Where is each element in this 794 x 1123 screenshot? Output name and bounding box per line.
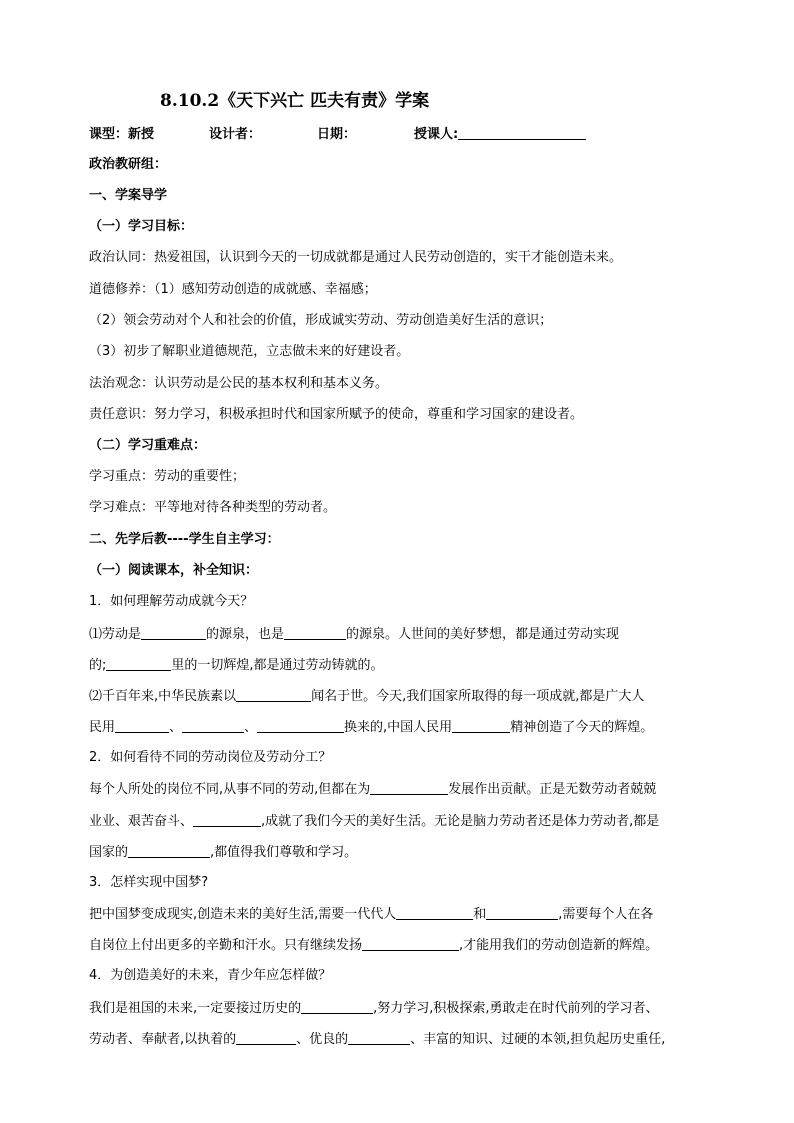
key-points-heading: （二）学习重难点： bbox=[89, 438, 207, 453]
reading-heading: （一）阅读课本，补全知识： bbox=[89, 563, 259, 578]
goals-heading: （一）学习目标： bbox=[89, 219, 194, 234]
fill-blank[interactable] bbox=[257, 718, 344, 733]
q4-line-2: 劳动者、奉献者,以执着的 、优良的 、丰富的知识、过硬的本领,担负起历史重任, bbox=[89, 1032, 666, 1047]
q3-line-1: 把中国梦变成现实,创造未来的美好生活,需要一代代人 和 ,需要每个人在各 bbox=[89, 907, 654, 922]
goal-legal: 法治观念：认识劳动是公民的基本权利和基本义务。 bbox=[89, 376, 389, 391]
section2-heading: 二、先学后教----学生自主学习： bbox=[89, 532, 280, 547]
question-1: 1．如何理解劳动成就今天？ bbox=[89, 594, 254, 609]
date: 日期： bbox=[317, 127, 357, 142]
goal-moral: 道德修养：（1）感知劳动创造的成就感、幸福感； bbox=[89, 282, 377, 297]
fill-blank[interactable] bbox=[396, 905, 473, 920]
fill-blank[interactable] bbox=[193, 812, 261, 827]
key-point: 学习重点：劳动的重要性； bbox=[89, 469, 246, 484]
q4-line-1: 我们是祖国的未来,一定要接过历史的 ,努力学习,积极探索,勇敢走在时代前列的学习者、 bbox=[89, 1001, 659, 1016]
goal-responsibility: 责任意识：努力学习，积极承担时代和国家所赋予的使命，尊重和学习国家的建设者。 bbox=[89, 407, 584, 422]
q1-line-4: 民用 、 、 换来的,中国人民用 精神创造了今天的辉煌。 bbox=[89, 720, 654, 735]
designer: 设计者： bbox=[209, 127, 262, 142]
goal-political: 政治认同：热爱祖国，认识到今天的一切成就都是通过人民劳动创造的，实干才能创造未来。 bbox=[89, 250, 623, 265]
fill-blank[interactable] bbox=[348, 1030, 410, 1045]
q1-line-2: 的; 里的一切辉煌,都是通过劳动铸就的。 bbox=[89, 658, 384, 673]
section1-heading: 一、学案导学 bbox=[89, 188, 168, 203]
fill-blank[interactable] bbox=[115, 718, 169, 733]
meta-row bbox=[89, 125, 586, 144]
fill-blank[interactable] bbox=[301, 999, 373, 1014]
fill-blank[interactable] bbox=[236, 1030, 296, 1045]
question-2: 2．如何看待不同的劳动岗位及劳动分工？ bbox=[89, 750, 332, 765]
group-label: 政治教研组： bbox=[89, 157, 168, 172]
fill-blank[interactable] bbox=[452, 718, 510, 733]
teacher: 授课人: bbox=[414, 127, 459, 142]
teacher-blank[interactable] bbox=[458, 125, 586, 140]
fill-blank[interactable] bbox=[284, 625, 346, 640]
q2-line-1: 每个人所处的岗位不同,从事不同的劳动,但都在为 发展作出贡献。正是无数劳动者兢兢 bbox=[89, 782, 657, 797]
q1-line-3: ⑵千百年来,中华民族素以 闻名于世。今天,我们国家所取得的每一项成就,都是广大人 bbox=[89, 689, 645, 704]
fill-blank[interactable] bbox=[370, 780, 448, 795]
q1-line-1: ⑴劳动是 的源泉，也是 的源泉。人世间的美好梦想，都是通过劳动实现 bbox=[89, 627, 620, 642]
q2-line-3: 国家的 ,都值得我们尊敬和学习。 bbox=[89, 845, 358, 860]
q2-line-2: 业业、艰苦奋斗、 ,成就了我们今天的美好生活。无论是脑力劳动者还是体力劳动者,都是 bbox=[89, 814, 660, 829]
fill-blank[interactable] bbox=[106, 656, 171, 671]
fill-blank[interactable] bbox=[236, 687, 311, 702]
difficult-point: 学习难点：平等地对待各种类型的劳动者。 bbox=[89, 500, 337, 515]
question-3: 3．怎样实现中国梦? bbox=[89, 875, 209, 890]
lesson-type: 课型：新授 bbox=[89, 127, 155, 142]
fill-blank[interactable] bbox=[141, 625, 206, 640]
fill-blank[interactable] bbox=[486, 905, 558, 920]
goal-moral-3: （3）初步了解职业道德规范，立志做未来的好建设者。 bbox=[89, 344, 410, 359]
document-title: 8.10.2《天下兴亡 匹夫有责》学案 bbox=[160, 91, 430, 111]
goal-moral-2: （2）领会劳动对个人和社会的价值，形成诚实劳动、劳动创造美好生活的意识； bbox=[89, 313, 553, 328]
fill-blank[interactable] bbox=[182, 718, 244, 733]
fill-blank[interactable] bbox=[362, 936, 459, 951]
fill-blank[interactable] bbox=[128, 843, 210, 858]
question-4: 4．为创造美好的未来，青少年应怎样做？ bbox=[89, 968, 332, 983]
q3-line-2: 自岗位上付出更多的辛勤和汗水。只有继续发扬 ,才能用我们的劳动创造新的辉煌。 bbox=[89, 938, 659, 953]
